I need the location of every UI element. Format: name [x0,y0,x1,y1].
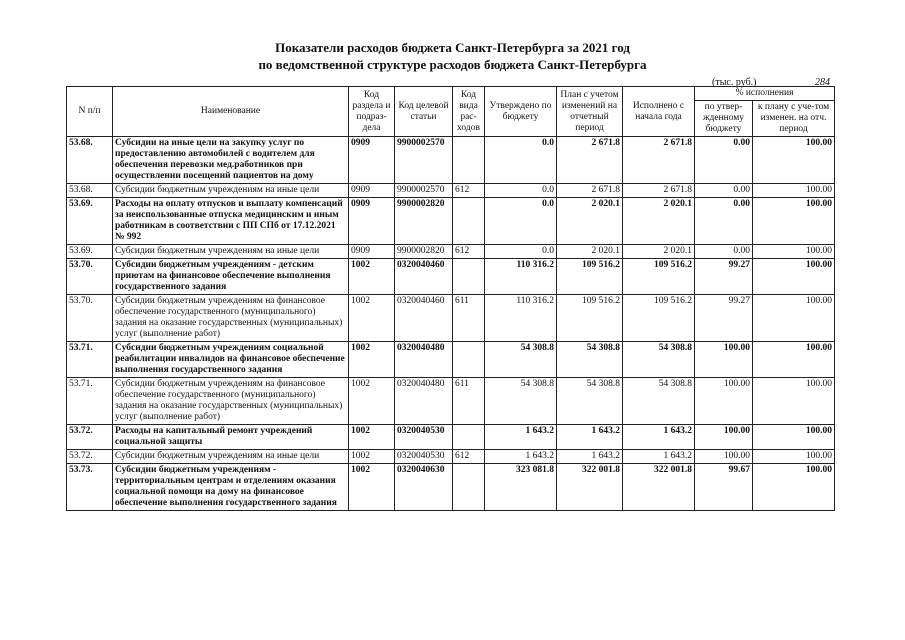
row-exptype-code: 611 [453,378,485,425]
row-target-code: 0320040480 [395,378,453,425]
row-exptype-code [453,464,485,511]
table-row [67,450,835,464]
row-name: Расходы на капитальный ремонт учреждений социальной защиты [113,425,349,450]
row-exptype-code [453,342,485,378]
row-section-code: 1002 [349,342,395,378]
row-exptype-code [453,198,485,245]
row-pct-approved: 100.00 [695,378,753,425]
row-section-code: 1002 [349,464,395,511]
table-row [67,342,835,378]
row-section-code: 0909 [349,198,395,245]
row-pct-plan: 100.00 [753,137,835,184]
col-executed: Исполнено с начала года [623,87,695,137]
row-number: 53.70. [67,259,113,295]
row-plan: 2 020.1 [557,245,623,259]
row-name: Субсидии бюджетным учреждениям социальной реабилитации инвалидов на финансовое обеспечение выполнения государственного задания [113,342,349,378]
row-executed: 2 671.8 [623,184,695,198]
row-approved: 110 316.2 [485,259,557,295]
table-row [67,184,835,198]
row-name: Субсидии бюджетным учреждениям - территориальным центрам и отделениям оказания социальной помощи на дому на финансовое обеспечение выполнения государственного задания [113,464,349,511]
report-title: Показатели расходов бюджета Санкт-Петербурга за 2021 год [275,40,630,55]
row-exptype-code: 612 [453,450,485,464]
row-pct-plan: 100.00 [753,245,835,259]
row-target-code: 0320040530 [395,450,453,464]
row-section-code: 1002 [349,295,395,342]
row-approved: 54 308.8 [485,378,557,425]
row-pct-approved: 0.00 [695,137,753,184]
table-row [67,245,835,259]
col-target: Код целевой статьи [395,87,453,137]
col-name: Наименование [113,87,349,137]
row-pct-plan: 100.00 [753,378,835,425]
report-subtitle: по ведомственной структуре расходов бюджета Санкт-Петербурга [258,57,647,72]
row-pct-plan: 100.00 [753,184,835,198]
row-approved: 323 081.8 [485,464,557,511]
row-exptype-code: 612 [453,184,485,198]
row-executed: 109 516.2 [623,259,695,295]
table-row [67,137,835,184]
row-pct-plan: 100.00 [753,450,835,464]
row-executed: 2 020.1 [623,198,695,245]
row-plan: 2 020.1 [557,198,623,245]
row-approved: 0.0 [485,137,557,184]
row-number: 53.73. [67,464,113,511]
table-row [67,198,835,245]
row-target-code: 0320040460 [395,295,453,342]
row-section-code: 0909 [349,245,395,259]
row-pct-plan: 100.00 [753,425,835,450]
col-num: N п/п [67,87,113,137]
row-number: 53.72. [67,450,113,464]
row-executed: 2 020.1 [623,245,695,259]
units-label: (тыс. руб.) [712,77,757,88]
row-number: 53.70. [67,295,113,342]
col-exptype: Код вида рас-ходов [453,87,485,137]
row-number: 53.71. [67,378,113,425]
row-name: Субсидии бюджетным учреждениям на иные цели [113,450,349,464]
row-executed: 109 516.2 [623,295,695,342]
col-pct-plan: к плану с уче-том изменен. на отч. период [753,101,835,137]
row-name: Субсидии бюджетным учреждениям на иные цели [113,184,349,198]
row-target-code: 9900002820 [395,245,453,259]
row-section-code: 1002 [349,425,395,450]
row-name: Субсидии бюджетным учреждениям - детским приютам на финансовое обеспечение выполнения государственного задания [113,259,349,295]
col-plan: План с учетом изменений на отчетный период [557,87,623,137]
row-exptype-code: 612 [453,245,485,259]
row-executed: 1 643.2 [623,450,695,464]
row-executed: 54 308.8 [623,378,695,425]
col-pct-group: % исполнения [695,87,835,101]
row-pct-approved: 99.67 [695,464,753,511]
row-pct-plan: 100.00 [753,259,835,295]
row-pct-approved: 0.00 [695,198,753,245]
row-plan: 109 516.2 [557,295,623,342]
row-number: 53.71. [67,342,113,378]
col-section: Код раздела и подраз-дела [349,87,395,137]
row-approved: 54 308.8 [485,342,557,378]
row-name: Субсидии бюджетным учреждениям на иные цели [113,245,349,259]
row-name: Субсидии на иные цели на закупку услуг по предоставлению автомобилей с водителем для обеспечения перевозки мед.работников при осуществлении посещений пациентов на дому [113,137,349,184]
row-name: Субсидии бюджетным учреждениям на финансовое обеспечение государственного (муниципального) задания на оказание государственных (муниципальных) услуг (выполнение работ) [113,378,349,425]
row-number: 53.69. [67,198,113,245]
page-number: 284 [815,77,830,88]
row-pct-approved: 99.27 [695,259,753,295]
table-row [67,464,835,511]
table-row [67,295,835,342]
row-number: 53.68. [67,137,113,184]
row-target-code: 0320040530 [395,425,453,450]
row-number: 53.69. [67,245,113,259]
col-pct-approved: по утвер-жденному бюджету [695,101,753,137]
row-plan: 54 308.8 [557,378,623,425]
row-section-code: 1002 [349,378,395,425]
row-section-code: 1002 [349,259,395,295]
row-approved: 1 643.2 [485,450,557,464]
row-number: 53.68. [67,184,113,198]
row-target-code: 0320040480 [395,342,453,378]
row-plan: 1 643.2 [557,450,623,464]
row-target-code: 9900002570 [395,184,453,198]
row-approved: 0.0 [485,184,557,198]
row-section-code: 1002 [349,450,395,464]
budget-table [66,86,835,511]
row-plan: 2 671.8 [557,184,623,198]
row-approved: 1 643.2 [485,425,557,450]
table-row [67,259,835,295]
table-body [67,137,835,511]
row-pct-approved: 100.00 [695,342,753,378]
row-pct-plan: 100.00 [753,342,835,378]
row-executed: 322 001.8 [623,464,695,511]
row-executed: 2 671.8 [623,137,695,184]
row-name: Субсидии бюджетным учреждениям на финансовое обеспечение государственного (муниципального) задания на оказание государственных (муниципальных) услуг (выполнение работ) [113,295,349,342]
row-pct-plan: 100.00 [753,295,835,342]
row-approved: 0.0 [485,198,557,245]
table-row [67,425,835,450]
row-section-code: 0909 [349,137,395,184]
row-plan: 1 643.2 [557,425,623,450]
row-pct-approved: 100.00 [695,450,753,464]
row-target-code: 0320040460 [395,259,453,295]
row-approved: 0.0 [485,245,557,259]
table-row [67,378,835,425]
row-pct-approved: 99.27 [695,295,753,342]
row-approved: 110 316.2 [485,295,557,342]
row-section-code: 0909 [349,184,395,198]
col-approved: Утверждено по бюджету [485,87,557,137]
row-executed: 1 643.2 [623,425,695,450]
row-pct-plan: 100.00 [753,464,835,511]
row-plan: 109 516.2 [557,259,623,295]
row-pct-approved: 100.00 [695,425,753,450]
row-pct-approved: 0.00 [695,245,753,259]
row-target-code: 9900002820 [395,198,453,245]
row-plan: 322 001.8 [557,464,623,511]
row-exptype-code: 611 [453,295,485,342]
row-plan: 54 308.8 [557,342,623,378]
row-pct-approved: 0.00 [695,184,753,198]
row-name: Расходы на оплату отпусков и выплату компенсаций за неиспользованные отпуска медицинским и иным работникам в соответствии с ПП СПб от 17.12.2021 № 992 [113,198,349,245]
row-executed: 54 308.8 [623,342,695,378]
row-exptype-code [453,425,485,450]
row-number: 53.72. [67,425,113,450]
row-plan: 2 671.8 [557,137,623,184]
row-target-code: 0320040630 [395,464,453,511]
row-exptype-code [453,137,485,184]
row-exptype-code [453,259,485,295]
row-pct-plan: 100.00 [753,198,835,245]
row-target-code: 9900002570 [395,137,453,184]
